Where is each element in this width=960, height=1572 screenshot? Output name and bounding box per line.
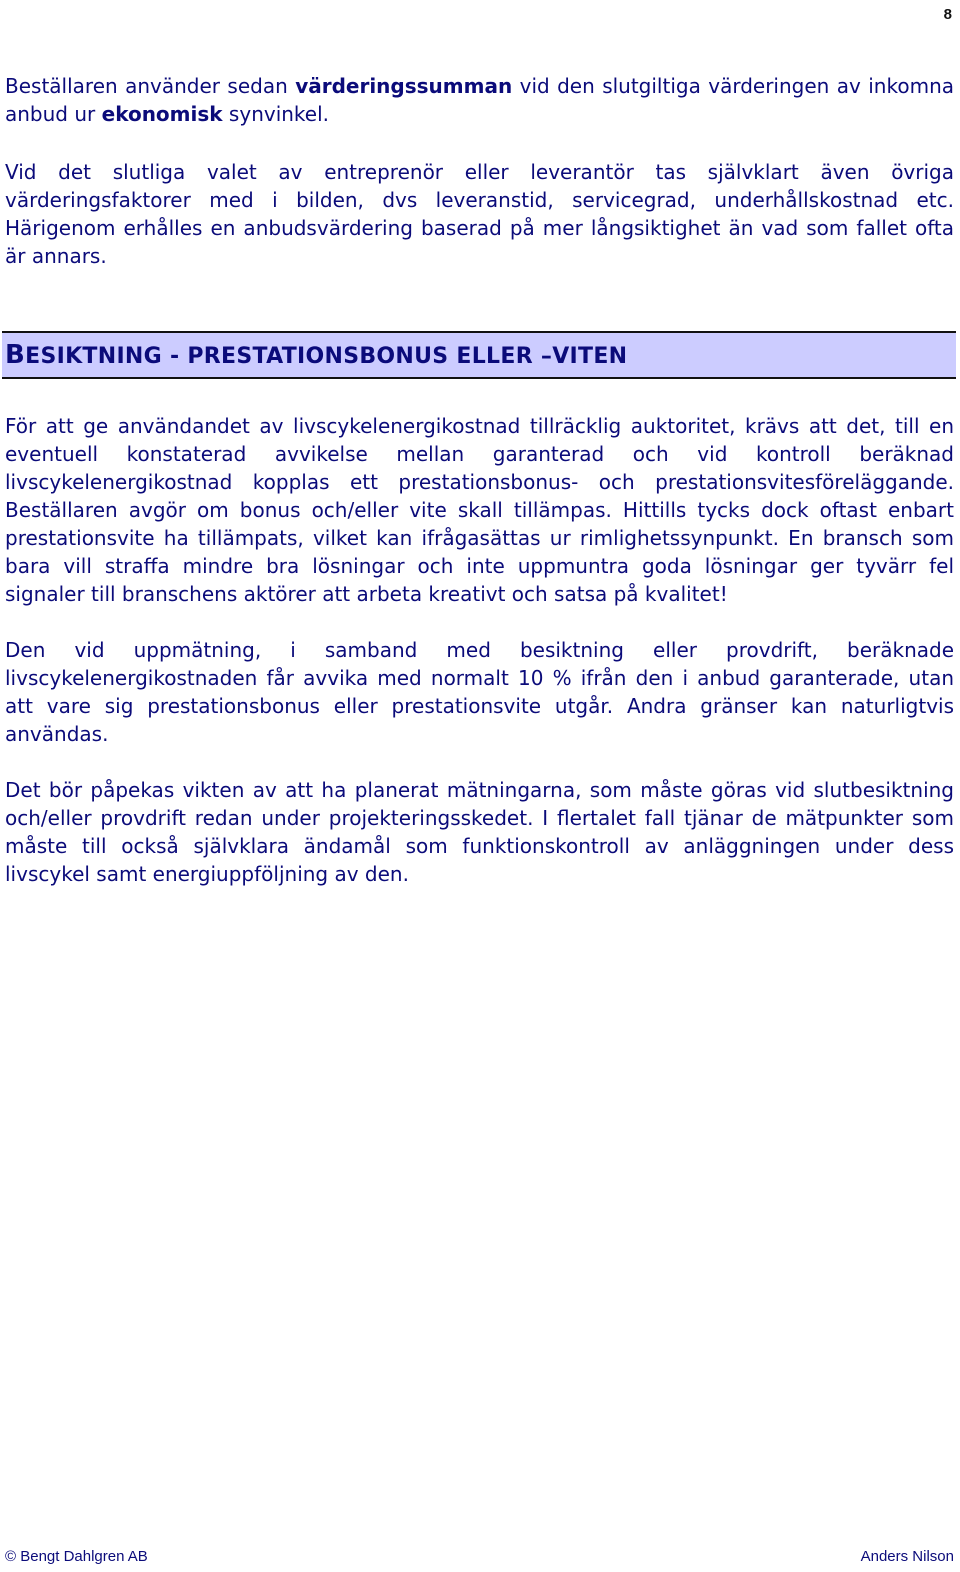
section-body — [5, 412, 954, 916]
intro-section — [5, 72, 954, 270]
intro-bold-2: ekonomisk — [101, 102, 223, 126]
intro-bold-1: värderingssumman — [295, 74, 513, 98]
intro-paragraph-1 — [5, 72, 954, 128]
page-number: 8 — [943, 6, 952, 23]
section-paragraph-1: För att ge användandet av livscykelenergikostnad tillräcklig auktoritet, krävs att det, till en eventuell konstaterad avvikelse mellan garanterad och vid kontroll beräknad livscykelenergikostnad kopplas ett prestationsbonus- och prestationsvitesföreläggande. Beställaren avgör om bonus och/eller vite skall tillämpas. Hittills tycks dock oftast enbart prestationsvite ha tillämpats, vilket kan ifrågasättas ur rimlighetssynpunkt. En bransch som bara vill straffa mindre bra lösningar och inte uppmuntra goda lösningar ger tyvärr fel signaler till branschens aktörer att arbeta kreativt och satsa på kvalitet! — [5, 414, 954, 606]
footer-copyright: © Bengt Dahlgren AB — [5, 1548, 148, 1565]
footer-author: Anders Nilson — [860, 1548, 954, 1565]
section-paragraph-3: Det bör påpekas vikten av att ha planerat mätningarna, som måste göras vid slutbesiktning och/eller provdrift redan under projekteringsskedet. I flertalet fall tjänar de mätpunkter som måste till också självklara ändamål som funktionskontroll av anläggningen under dess livscykel samt energiuppföljning av den. — [5, 778, 954, 886]
intro-text-1: Beställaren använder sedan — [5, 74, 296, 98]
page-footer — [5, 1548, 954, 1570]
heading-rest: ESIKTNING - PRESTATIONSBONUS ELLER –VITEN — [25, 344, 628, 369]
intro-text-2: vid den slutgiltiga värderingen av inkomna anbud ur — [5, 74, 955, 126]
heading-initial: B — [5, 340, 26, 370]
section-heading-band — [2, 331, 956, 379]
section-paragraph-2: Den vid uppmätning, i samband med besiktning eller provdrift, beräknade livscykelenergikostnaden får avvika med normalt 10 % ifrån den i anbud garanterade, utan att vare sig prestationsbonus eller prestationsvite utgår. Andra gränser kan naturligtvis användas. — [5, 638, 954, 746]
intro-paragraph-2: Vid det slutliga valet av entreprenör eller leverantör tas självklart även övriga värderingsfaktorer med i bilden, dvs leveranstid, servicegrad, underhållskostnad etc. Härigenom erhålles en anbudsvärdering baserad på mer långsiktighet än vad som fallet ofta är annars. — [5, 160, 954, 268]
intro-text-3: synvinkel. — [222, 102, 330, 126]
section-heading — [5, 340, 627, 370]
